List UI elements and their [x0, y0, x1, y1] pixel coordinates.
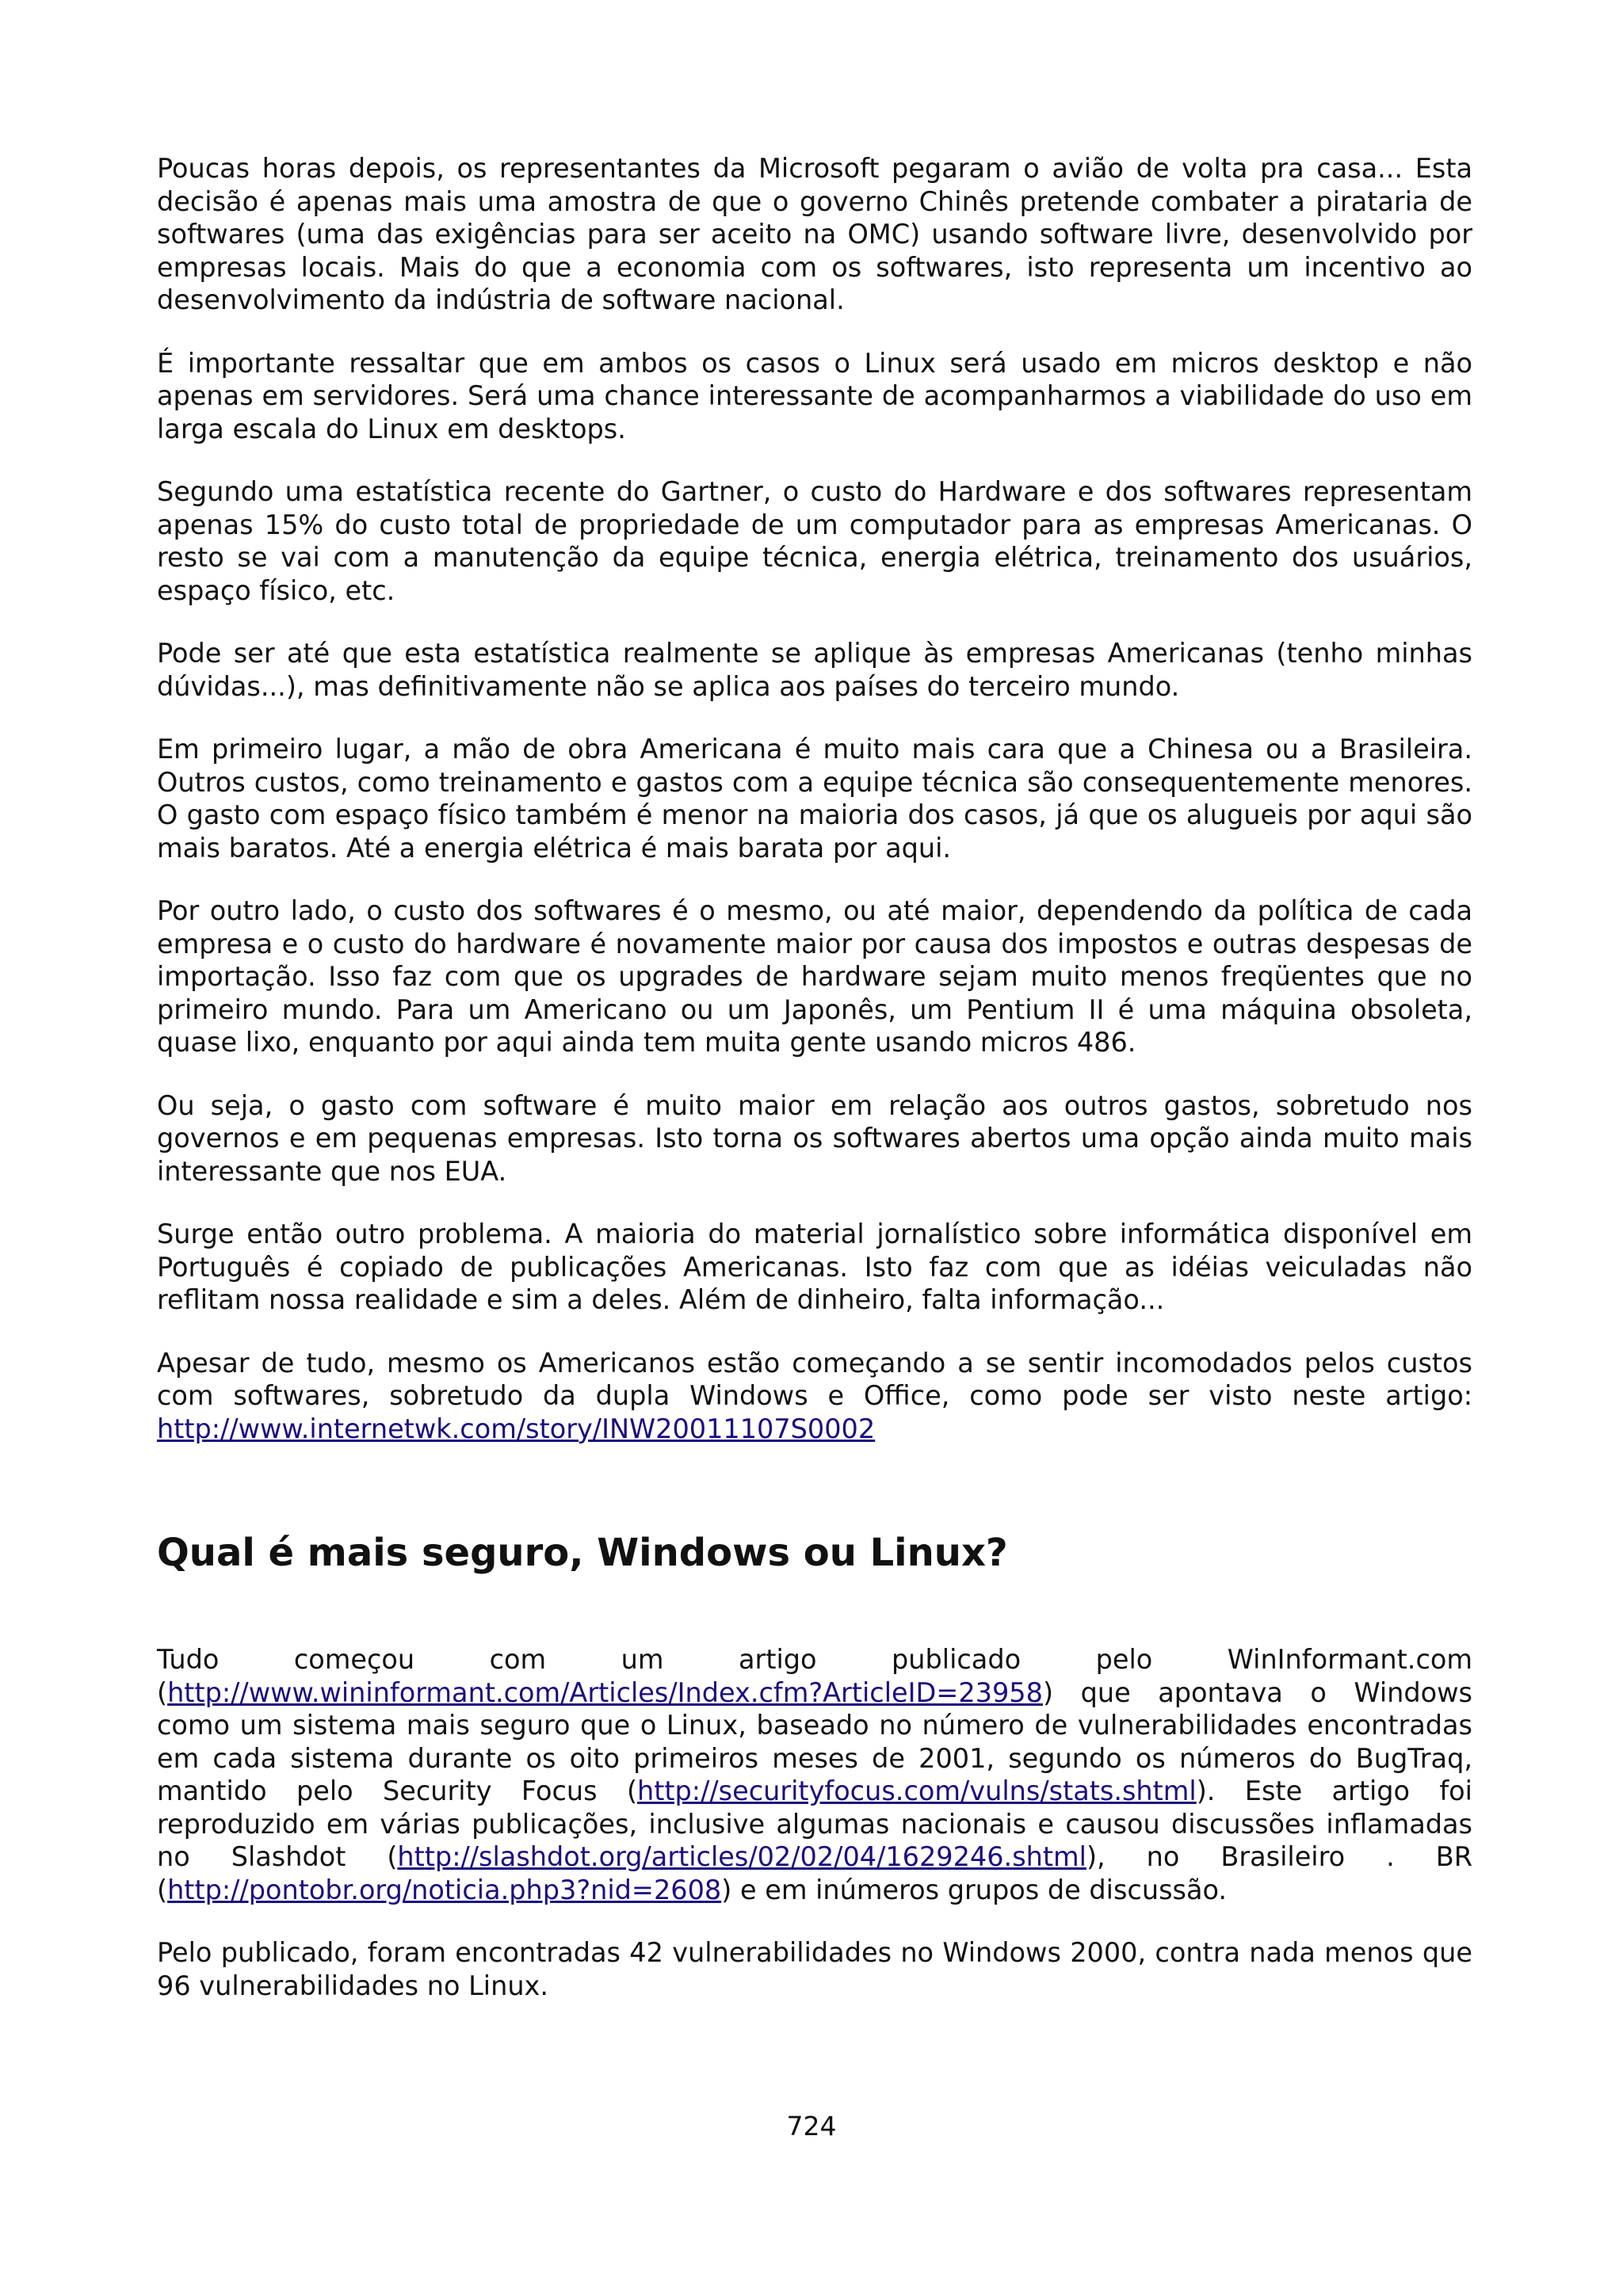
page-number: 724: [786, 2111, 837, 2142]
paragraph-open-software: Ou seja, o gasto com software é muito maior em relação aos outros gastos, sobretudo nos governos e em pequenas empresas. Isto torna os softwares abertos uma opção ainda muito mais interessante que nos EUA.: [157, 1089, 1472, 1187]
paragraph-gartner: Segundo uma estatística recente do Gartner, o custo do Hardware e dos softwares representam apenas 15% do custo total de propriedade de um computador para as empresas Americanas. O resto se vai com a manutenção da equipe técnica, energia elétrica, treinamento dos usuários, espaço físico, etc.: [157, 476, 1472, 606]
paragraph-microsoft-china: Poucas horas depois, os representantes da Microsoft pegaram o avião de volta pra casa... Esta decisão é apenas mais uma amostra de que o governo Chinês pretende combater a pirataria de softwares (uma das exigências para ser aceito na OMC) usando software livre, desenvolvido por empresas locais. Mais do que a economia com os softwares, isto representa um incentivo ao desenvolvimento da indústria de software nacional.: [157, 153, 1472, 315]
pontobr-link[interactable]: http://pontobr.org/noticia.php3?nid=2608: [167, 1874, 722, 1905]
internetwk-link[interactable]: http://www.internetwk.com/story/INW20011107S0002: [157, 1413, 876, 1444]
paragraph-linux-desktop: É importante ressaltar que em ambos os casos o Linux será usado em micros desktop e não apenas em servidores. Será uma chance interessante de acompanharmos a viabilidade do uso em larga escala do Linux em desktops.: [157, 347, 1472, 444]
paragraph-text: ), no Brasileiro . BR (: [157, 1841, 1472, 1905]
paragraph-text: ) que apontava o Windows como um sistema mais seguro que o Linux, baseado no número de vulnerabilidades encontradas em cada sistema durante os oito primeiros meses de 2001, segundo os números do BugTraq, mantido pelo Security Focus (: [157, 1676, 1472, 1806]
wininformant-link[interactable]: http://www.wininformant.com/Articles/Index.cfm?ArticleID=23958: [167, 1676, 1043, 1708]
paragraph-wininformant: [157, 1643, 1472, 1906]
paragraph-third-world: Pode ser até que esta estatística realmente se aplique às empresas Americanas (tenho minhas dúvidas...), mas definitivamente não se aplica aos países do terceiro mundo.: [157, 638, 1472, 702]
paragraph-text: ) e em inúmeros grupos de discussão.: [721, 1874, 1228, 1905]
section-heading: Qual é mais seguro, Windows ou Linux?: [157, 1531, 1008, 1575]
paragraph-vulnerabilities: Pelo publicado, foram encontradas 42 vulnerabilidades no Windows 2000, contra nada menos que 96 vulnerabilidades no Linux.: [157, 1937, 1472, 2001]
paragraph-text: Apesar de tudo, mesmo os Americanos estão começando a se sentir incomodados pelos custos com softwares, sobretudo da dupla Windows e Office, como pode ser visto neste artigo:: [157, 1347, 1472, 1411]
paragraph-text: Tudo começou com um artigo publicado pelo WinInformant.com (: [157, 1644, 1472, 1708]
slashdot-link[interactable]: http://slashdot.org/articles/02/02/04/1629246.shtml: [397, 1841, 1086, 1872]
paragraph-text: ). Este artigo foi reproduzido em várias publicações, inclusive algumas nacionais e causou discussões inflamadas no Slashdot (: [157, 1775, 1472, 1872]
page-content: [157, 152, 1472, 2032]
paragraph-labor-cost: Em primeiro lugar, a mão de obra Americana é muito mais cara que a Chinesa ou a Brasileira. Outros custos, como treinamento e gastos com a equipe técnica são consequentemente menores. O gasto com espaço físico também é menor na maioria dos casos, já que os alugueis por aqui são mais baratos. Até a energia elétrica é mais barata por aqui.: [157, 734, 1472, 864]
securityfocus-link[interactable]: http://securityfocus.com/vulns/stats.shtml: [637, 1775, 1197, 1806]
paragraph-software-cost: Por outro lado, o custo dos softwares é o mesmo, ou até maior, dependendo da política de cada empresa e o custo do hardware é novamente maior por causa dos impostos e outras despesas de importação. Isso faz com que os upgrades de hardware sejam muito menos freqüentes que no primeiro mundo. Para um Americano ou um Japonês, um Pentium II é uma máquina obsoleta, quase lixo, enquanto por aqui ainda tem muita gente usando micros 486.: [157, 895, 1472, 1058]
paragraph-journalism: Surge então outro problema. A maioria do material jornalístico sobre informática disponível em Português é copiado de publicações Americanas. Isto faz com que as idéias veiculadas não reflitam nossa realidade e sim a deles. Além de dinheiro, falta informação...: [157, 1219, 1472, 1315]
paragraph-americans: [157, 1347, 1472, 1446]
